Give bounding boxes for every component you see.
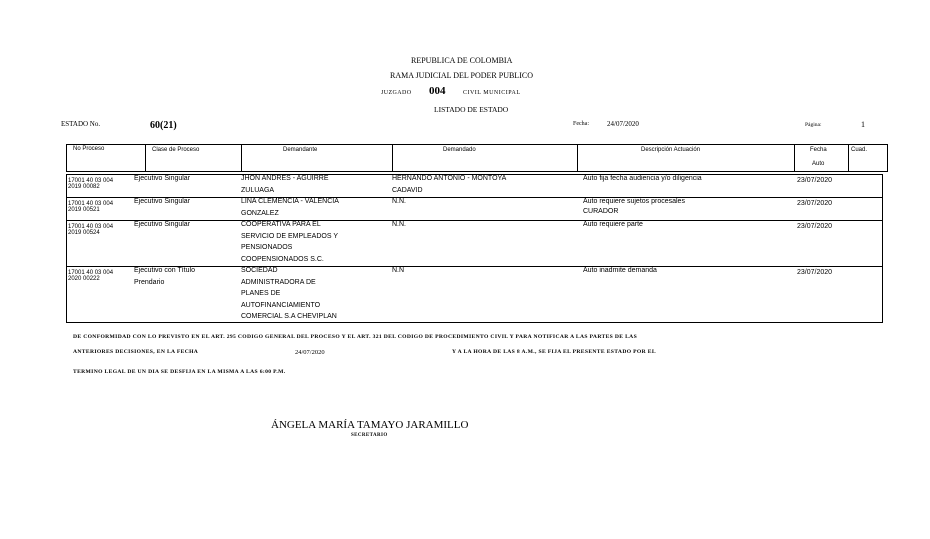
notice-line-2a: ANTERIORES DECISIONES, EN LA FECHA bbox=[73, 349, 199, 355]
list-title: LISTADO DE ESTADO bbox=[434, 105, 509, 114]
notice-date: 24/07/2020 bbox=[295, 349, 325, 356]
row-demandante: ADMINISTRADORA DE bbox=[241, 278, 316, 286]
row-proceso-line1: 17001 40 03 004 bbox=[68, 224, 114, 230]
row-clase: Ejecutivo Singular bbox=[134, 198, 191, 205]
row-descripcion: Auto inadmite demanda bbox=[583, 267, 657, 274]
row-demandante: ZULUAGA bbox=[241, 186, 275, 194]
row-proceso-line2: 2019 00521 bbox=[68, 207, 100, 213]
country-title: REPUBLICA DE COLOMBIA bbox=[411, 56, 513, 65]
branch-title: RAMA JUDICIAL DEL PODER PUBLICO bbox=[390, 71, 533, 80]
row-clase: Ejecutivo Singular bbox=[134, 175, 191, 182]
row-fecha: 23/07/2020 bbox=[797, 177, 833, 184]
row-proceso-line2: 2019 00524 bbox=[68, 230, 100, 236]
row-demandado: N.N. bbox=[392, 198, 406, 205]
row-descripcion: Auto requiere sujetos procesales bbox=[583, 198, 685, 205]
fecha-label: Fecha: bbox=[573, 121, 589, 127]
col-cuad: Cuad. bbox=[851, 147, 868, 153]
column-header bbox=[66, 144, 888, 172]
row-demandante: JHON ANDRES - AGUIRRE bbox=[241, 175, 329, 182]
row-fecha: 23/07/2020 bbox=[797, 200, 833, 207]
col-demandante: Demandante bbox=[283, 147, 318, 153]
col-proceso: No Proceso bbox=[73, 146, 105, 152]
row-demandante: COMERCIAL S.A CHEVIPLAN bbox=[241, 313, 337, 320]
col-descripcion: Descripción Actuación bbox=[641, 147, 701, 153]
signature-name: ÁNGELA MARÍA TAMAYO JARAMILLO bbox=[271, 419, 469, 431]
row-demandante: AUTOFINANCIAMIENTO bbox=[241, 301, 321, 309]
row-fecha: 23/07/2020 bbox=[797, 269, 833, 276]
col-clase: Clase de Proceso bbox=[152, 147, 200, 153]
row-fecha: 23/07/2020 bbox=[797, 223, 833, 230]
estado-label: ESTADO No. bbox=[61, 120, 101, 128]
estado-value: 60(21) bbox=[150, 120, 177, 131]
notice-line-2b: Y A LA HORA DE LAS 8 A.M., SE FIJA EL PRESENTE ESTADO POR EL bbox=[452, 349, 656, 355]
notice-line-1: DE CONFORMIDAD CON LO PREVISTO EN EL ART. 295 CODIGO GENERAL DEL PROCESO Y EL ART. 321 DEL CODIGO DE PROCEDIMIENTO CIVIL Y PARA NOTIFICAR A LAS PARTES DE LAS bbox=[73, 334, 638, 340]
col-fecha-auto: Auto bbox=[812, 161, 825, 167]
court-type: CIVIL MUNICIPAL bbox=[462, 90, 521, 96]
row-demandado: N.N. bbox=[392, 221, 406, 228]
row-descripcion: CURADOR bbox=[583, 207, 619, 215]
col-fecha: Fecha bbox=[810, 147, 827, 153]
row-proceso-line1: 17001 40 03 004 bbox=[68, 201, 114, 207]
row-proceso-line2: 2019 00082 bbox=[68, 184, 100, 190]
row-descripcion: Auto requiere parte bbox=[583, 221, 643, 228]
court-number: 004 bbox=[428, 85, 446, 97]
row-demandante: SERVICIO DE EMPLEADOS Y bbox=[241, 232, 338, 240]
row-proceso-line2: 2020 00222 bbox=[68, 276, 100, 282]
row-demandante: PENSIONADOS bbox=[241, 244, 293, 251]
row-demandado: CADAVID bbox=[392, 186, 423, 194]
row-descripcion: Auto fija fecha audiencia y/o diligencia bbox=[583, 175, 702, 182]
row-demandante: LINA CLEMENCIA - VALENCIA bbox=[241, 198, 339, 205]
row-proceso-line1: 17001 40 03 004 bbox=[68, 178, 114, 184]
row-demandante: SOCIEDAD bbox=[241, 267, 278, 274]
row-demandado: N.N bbox=[392, 267, 405, 274]
pagina-value: 1 bbox=[861, 120, 865, 129]
pagina-label: Página: bbox=[805, 122, 822, 128]
row-clase: Ejecutivo Singular bbox=[134, 221, 191, 228]
row-demandante: GONZALEZ bbox=[241, 209, 279, 217]
col-demandado: Demandado bbox=[443, 147, 476, 153]
row-clase: Prendario bbox=[134, 278, 165, 286]
court-line bbox=[381, 85, 521, 97]
row-proceso-line1: 17001 40 03 004 bbox=[68, 270, 114, 276]
notice-line-3: TERMINO LEGAL DE UN DIA SE DESFIJA EN LA MISMA A LAS 6:00 P.M. bbox=[73, 369, 286, 375]
signature-role: SECRETARIO bbox=[351, 433, 388, 438]
row-demandante: COOPENSIONADOS S.C. bbox=[241, 255, 324, 263]
row-demandante: PLANES DE bbox=[241, 290, 281, 297]
process-table bbox=[66, 174, 883, 323]
row-demandante: COOPERATIVA PARA EL bbox=[241, 221, 321, 228]
row-demandado: HERNANDO ANTONIO - MONTOYA bbox=[392, 175, 507, 182]
fecha-value: 24/07/2020 bbox=[607, 120, 639, 128]
court-label: JUZGADO bbox=[381, 90, 412, 96]
row-clase: Ejecutivo con Título bbox=[134, 267, 195, 274]
